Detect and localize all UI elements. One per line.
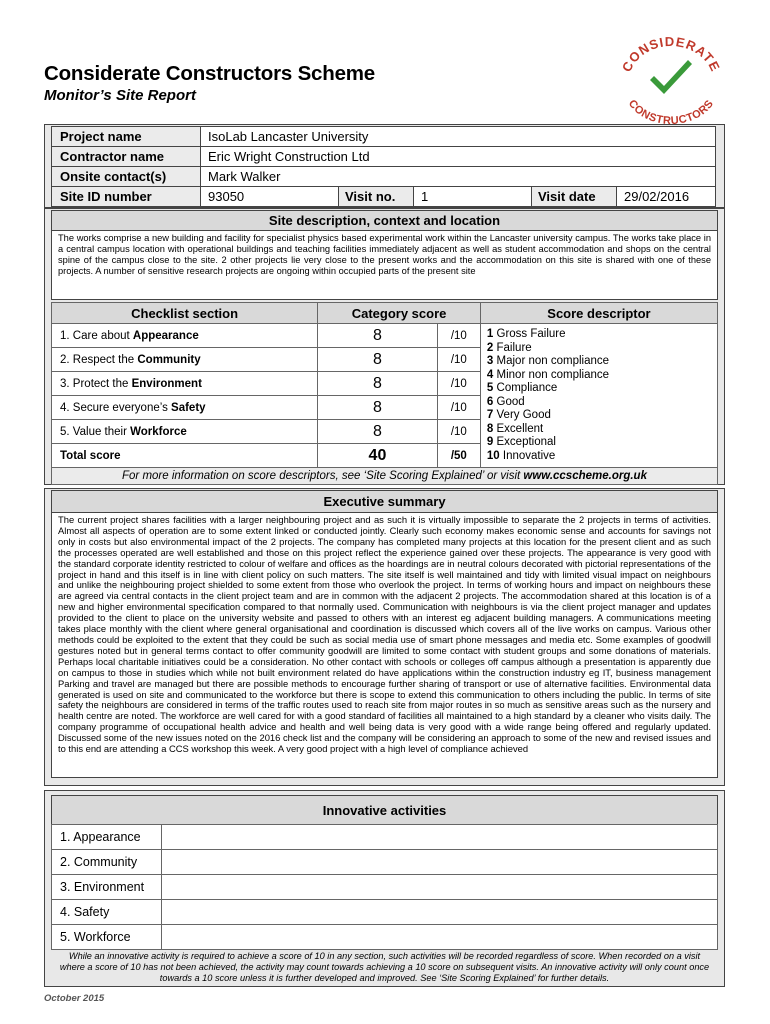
- checklist-item-safety: 4. Secure everyone’s Safety: [52, 396, 318, 420]
- innov-field-workforce[interactable]: [162, 925, 718, 950]
- contact-value: Mark Walker: [201, 167, 716, 187]
- checklist-item-workforce: 5. Value their Workforce: [52, 420, 318, 444]
- project-details-panel: [44, 124, 725, 208]
- outof-community: /10: [437, 348, 480, 372]
- innov-label-safety: 4. Safety: [52, 900, 162, 925]
- visit-no-value: 1: [414, 187, 532, 207]
- considerate-constructors-logo: [606, 36, 736, 124]
- contact-label: Onsite contact(s): [52, 167, 201, 187]
- executive-summary-box: [51, 490, 718, 778]
- executive-summary-panel: [44, 488, 725, 786]
- checklist-item-environment: 3. Protect the Environment: [52, 372, 318, 396]
- site-and-checklist-panel: [44, 208, 725, 485]
- visit-no-label: Visit no.: [339, 187, 414, 207]
- score-descriptor-header: Score descriptor: [480, 303, 717, 324]
- outof-safety: /10: [437, 396, 480, 420]
- project-name-label: Project name: [52, 127, 201, 147]
- score-workforce: 8: [318, 420, 438, 444]
- project-details-table: [51, 126, 716, 207]
- outof-workforce: /10: [437, 420, 480, 444]
- innov-field-appearance[interactable]: [162, 825, 718, 850]
- checklist-section-header: Checklist section: [52, 303, 318, 324]
- score-descriptor-note: For more information on score descriptors, see ‘Site Scoring Explained’ or visit www.ccscheme.org.uk: [52, 468, 718, 485]
- innov-field-environment[interactable]: [162, 875, 718, 900]
- innovative-activities-table: [51, 824, 718, 950]
- svg-text:CONSIDERATE: [619, 36, 723, 74]
- score-safety: 8: [318, 396, 438, 420]
- score-appearance: 8: [318, 324, 438, 348]
- score-environment: 8: [318, 372, 438, 396]
- innov-label-workforce: 5. Workforce: [52, 925, 162, 950]
- executive-summary-heading: Executive summary: [52, 491, 717, 513]
- category-score-header: Category score: [318, 303, 481, 324]
- svg-text:CONSTRUCTORS: [626, 98, 716, 124]
- innovative-activities-heading: Innovative activities: [51, 795, 718, 825]
- outof-environment: /10: [437, 372, 480, 396]
- total-score-value: 40: [318, 444, 438, 468]
- executive-summary-text: The current project shares facilities with a larger neighbouring project and as such it is virtually impossible to separate the 2 projects in terms of activities. Almost all aspects of operation are to some extent linked or conducted jointly. Clearly such economy makes economic sense and accounts for savings not only in costs but also environmental impact of the 2 projects. The company has completed many projects at this location for the present client and as such the processes operated are well established and those on this project reflect the experience gained over these projects. The appearance is very good with the standard corporate identity restricted to colour of welfare and offices as the hoardings are in neutral colours decorated with pictorial representations of the project in hand and this itself is in line with client policy on such matters. The site itself is well maintained and tidy with limited visual impact on neighbours and unlike the neighbouring project shielded to some extent from those who overlook the project. In terms of working hours and impact on neighbours these are agreed via central contacts in the client project team and are in common with the adjacent 2 projects. The accommodation shared at this location is of a new and higher environmental specification compared to that normally used. Communication with neighbours is via the client project manager and updates provided to the client to place on the university website and passed to others with an interest eg adjacent building managers. A communications meeting takes place monthly with the client where general organisational and coordination is discussed which covers all of the live works on campus. Various other methods could be exploited to the extent that they could be such as social media use of smart phone messages and media etc. Some examples of goodwill gestures noted but in general terms contact to offer community goodwill are limited to some contact with student groups and some donations of materials. Perhaps local charitable initiatives could be a consideration. No other contact with schools or colleges off campus although a presentation is apparently due on campus to those in studies which while not built environment related do have applications within the construction industry eg IT, business management Parking and travel are managed but there are possible methods to encourage further sharing of transport or use of alternative facilities. Environmental data generated is used on site and communicated to the workforce but there is scope to extend this communication to others including the public. In terms of site safety the neighbours are considered in terms of the traffic routes used to reach site from major routes in so much as sensitive areas such as the nursery and health centre are noted. The workforce are well cared for with a good standard of facilities all maintained to a high standard by a cleaner who visits daily. The company programme of occupational health advice and health and well being data is very good with a wide range being offered and regularly updated. Discussed some of the new issues noted on the 2016 check list and the company will be considering an approach to some of the new and revised issues and to this end are attending a CCS workshop this week. A very good project with a high level of compliance achieved: [58, 514, 711, 755]
- contractor-label: Contractor name: [52, 147, 201, 167]
- site-description-box: [51, 210, 718, 300]
- innovative-activities-panel: [44, 790, 725, 987]
- site-id-label: Site ID number: [52, 187, 201, 207]
- score-community: 8: [318, 348, 438, 372]
- contractor-value: Eric Wright Construction Ltd: [201, 147, 716, 167]
- score-descriptor-list: 1 Gross Failure 2 Failure 3 Major non compliance 4 Minor non compliance 5 Compliance 6 Good 7 Very Good 8 Excellent 9 Exceptional 10 Innovative: [480, 324, 717, 468]
- site-id-value: 93050: [201, 187, 339, 207]
- outof-appearance: /10: [437, 324, 480, 348]
- ccscheme-link[interactable]: www.ccscheme.org.uk: [523, 470, 647, 482]
- innovative-activities-note: While an innovative activity is required to achieve a score of 10 in any section, such activities will be recorded regardless of score. When recorded on a visit where a score of 10 has not been achieved, the activity may count towards achieving a 10 score on subsequent visits. An innovative activity will only count once towards a 10 score unless it is further developed and improved. See ‘Site Scoring Explained’ for further details.: [59, 951, 710, 983]
- total-score-outof: /50: [437, 444, 480, 468]
- footer-date: October 2015: [44, 993, 105, 1004]
- logo-top-text: CONSIDERATE: [618, 36, 724, 75]
- visit-date-label: Visit date: [532, 187, 617, 207]
- innov-label-appearance: 1. Appearance: [52, 825, 162, 850]
- logo-tick-mark: [650, 60, 692, 94]
- innov-label-community: 2. Community: [52, 850, 162, 875]
- innov-field-safety[interactable]: [162, 900, 718, 925]
- project-name-value: IsoLab Lancaster University: [201, 127, 716, 147]
- site-description-heading: Site description, context and location: [52, 211, 717, 231]
- visit-date-value: 29/02/2016: [617, 187, 716, 207]
- document-title: Considerate Constructors Scheme: [44, 62, 375, 85]
- checklist-item-appearance: 1. Care about Appearance: [52, 324, 318, 348]
- site-description-text: The works comprise a new building and facility for specialist physics based experimental work within the Lancaster university campus. The works take place in a central campus location with operational buildings and teaching facilities immediately adjacent as well as student accommodation and shops on the central spine of the campus close to the site. 2 other projects lie very close to the present works and the accommodation on this site is shared with one of these projects. A number of sensitive research projects are ongoing within occupied parts of the present site: [58, 233, 711, 276]
- checklist-table: [51, 302, 718, 485]
- checklist-item-community: 2. Respect the Community: [52, 348, 318, 372]
- document-subtitle: Monitor’s Site Report: [44, 87, 196, 104]
- innov-field-community[interactable]: [162, 850, 718, 875]
- innov-label-environment: 3. Environment: [52, 875, 162, 900]
- total-score-label: Total score: [52, 444, 318, 468]
- logo-bottom-text: CONSTRUCTORS: [625, 97, 717, 124]
